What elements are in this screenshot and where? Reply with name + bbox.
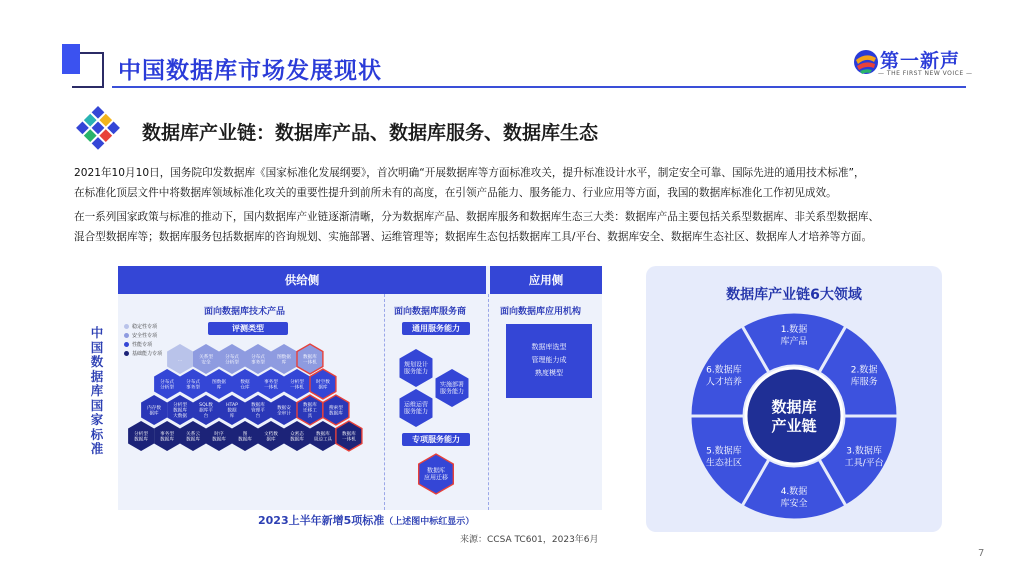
hex-cell xyxy=(271,395,297,425)
hex-label: 数据库一体机 xyxy=(303,354,317,366)
logo-name: 第一新声 xyxy=(880,50,961,72)
logo-tagline: — THE FIRST NEW VOICE — xyxy=(878,70,973,77)
hex-cell xyxy=(206,369,232,399)
hex-cell xyxy=(297,395,323,425)
special-service-pill: 专项服务能力 xyxy=(402,433,470,446)
ring-sector-label: 1.数据库产品 xyxy=(780,325,808,347)
section-title: 数据库产业链：数据库产品、数据库服务、数据库生态 xyxy=(142,122,599,144)
ring-sector-label: 2.数据库服务 xyxy=(850,365,878,388)
legend-label: 性能专项 xyxy=(132,342,153,348)
title-accent-frame xyxy=(72,52,104,88)
hex-cell xyxy=(245,344,271,374)
hex-cell xyxy=(284,421,310,451)
hex-cell xyxy=(154,421,180,451)
title-accent-frame-top xyxy=(80,52,104,54)
ring-panel xyxy=(646,266,942,532)
legend-label: 安全性专项 xyxy=(132,333,158,339)
hex-label: 时空数据库 xyxy=(316,379,330,391)
ring-sector-label: 5.数据库生态社区 xyxy=(705,446,742,469)
ring-title: 数据库产业链6大领域 xyxy=(726,287,862,303)
hex-label: 数据库迁移工具 xyxy=(303,403,317,420)
paragraph-policy: 2021年10月10日，国务院印发数据库《国家标准化发展纲要》，首次明确“开展数据库等方面标准攻关，提升标准设计水平，制定安全可靠、国际先进的通用技术标准”， 在标准化顶层文件中将数据库领域标准化攻关的重要性提升到前所未有的高度，在引领产品能力、服务能力、行业应用等方面，我国的数据库标准化工作初见成效。 xyxy=(74,167,865,199)
hex-label: 图数据库 xyxy=(238,431,252,443)
legend-label: 稳定性专项 xyxy=(132,324,158,330)
hex-label: 搜索型数据库 xyxy=(329,405,343,417)
hex-cell xyxy=(167,395,193,425)
section-diamond-icon xyxy=(72,104,124,156)
hex-cell xyxy=(297,344,323,374)
hex-label: 数据安全审计 xyxy=(277,405,291,417)
ring-sector-label: 6.数据库人才培养 xyxy=(705,365,742,388)
evaluation-type-pill: 评测类型 xyxy=(208,322,288,335)
hex-label: 众密态数据库 xyxy=(290,431,304,443)
hex-label: 分布式事务型 xyxy=(251,354,265,366)
hex-cell xyxy=(141,395,167,425)
hex-cell xyxy=(219,344,245,374)
hex-label: 事务型数据库 xyxy=(160,431,174,443)
hex-cell xyxy=(154,369,180,399)
ring-center xyxy=(746,368,842,464)
standards-diagram xyxy=(118,266,602,510)
service-provider-title: 面向数据库服务商 xyxy=(394,307,467,317)
hex-cell xyxy=(232,421,258,451)
hex-cell xyxy=(128,421,154,451)
hex-label: 数据库应用迁移 xyxy=(423,467,449,482)
hex-cell xyxy=(180,369,206,399)
service-hex xyxy=(400,389,433,427)
hex-grid xyxy=(118,266,602,510)
national-standard-label: 中国数据库国家标准 xyxy=(90,325,104,456)
hex-label: 运维运营服务能力 xyxy=(403,401,429,416)
hex-cell xyxy=(245,395,271,425)
ring-sector-label: 4.数据库安全 xyxy=(780,487,808,509)
service-hex xyxy=(400,349,433,387)
hex-cell xyxy=(193,395,219,425)
hex-label: 实施部署服务能力 xyxy=(439,381,465,396)
general-service-pill: 通用服务能力 xyxy=(402,322,470,335)
legend-label: 基础能力专项 xyxy=(132,351,163,357)
hex-label: … xyxy=(177,357,183,363)
hex-label: 关系云数据库 xyxy=(186,431,200,443)
application-org-title: 面向数据库应用机构 xyxy=(500,307,582,317)
hex-label: 分析型数据库大数据 xyxy=(173,403,187,420)
diagram-caption: 2023上半年新增5项标准（上述图中标红显示） xyxy=(258,514,475,527)
brand-logo xyxy=(852,44,973,84)
service-hex xyxy=(436,369,469,407)
hex-cell xyxy=(206,421,232,451)
hex-cell xyxy=(284,369,310,399)
hex-label: SQL数据库平台 xyxy=(199,403,213,420)
hex-cell xyxy=(167,344,193,374)
hex-label: 内存数据库 xyxy=(147,405,161,417)
hex-label: 数据仓库 xyxy=(240,379,250,391)
hex-cell xyxy=(232,369,258,399)
tech-product-title: 面向数据库技术产品 xyxy=(204,307,286,317)
domain-ring xyxy=(646,266,942,532)
hex-cell xyxy=(258,421,284,451)
hex-label: 图数据库 xyxy=(212,379,226,391)
hex-cell xyxy=(180,421,206,451)
hex-label: 关系型安全 xyxy=(199,354,213,366)
hex-cell xyxy=(310,369,336,399)
hex-label: 分布式分析型 xyxy=(160,379,174,391)
hex-label: 分析型数据库 xyxy=(134,431,148,443)
hex-cell xyxy=(271,344,297,374)
special-service-hex xyxy=(419,454,454,494)
ring-sector-label: 3.数据库工具/平台 xyxy=(844,446,884,469)
hex-label: 数据库周边工具 xyxy=(313,431,333,443)
hex-label: 分布式事务型 xyxy=(186,379,200,391)
hex-label: 文档数据库 xyxy=(264,431,278,443)
hex-label: 分布式分析型 xyxy=(225,354,239,366)
application-side-header: 应用侧 xyxy=(490,266,602,294)
paragraph-industry-chain: 在一系列国家政策与标准的推动下，国内数据库产业链逐渐清晰，分为数据库产品、数据库服务和数据库生态三大类：数据库产品主要包括关系型数据库、非关系型数据库、 混合型数据库等；数据库服务包括数据库的咨询规划、实施部署、运维管理等；数据库生态包括数据库工具/平台、数据库安全、数据库生态社区、数据库人才培养等方面。 xyxy=(74,211,880,243)
hex-label: 分析型一体机 xyxy=(290,379,304,391)
header-divider xyxy=(112,86,966,88)
hex-label: 图数据库 xyxy=(277,354,291,366)
supply-side-header: 供给侧 xyxy=(118,266,486,294)
page-number: 7 xyxy=(978,548,985,559)
logo-mark-icon xyxy=(852,48,880,76)
hex-label: 数据库一体机 xyxy=(342,431,356,443)
hex-cell xyxy=(336,421,362,451)
hex-label: 规划设计服务能力 xyxy=(403,361,429,376)
hex-label: 数据库管理平台 xyxy=(251,403,265,420)
hex-cell xyxy=(310,421,336,451)
ring-center-label: 数据库产业链 xyxy=(771,398,817,435)
hex-label: 时序数据库 xyxy=(212,431,226,443)
app-maturity-box: 数据库选型 管理能力成 熟度模型 xyxy=(506,324,592,398)
hex-cell xyxy=(323,395,349,425)
hex-label: HTAP 数据库 xyxy=(226,403,238,420)
hex-cell xyxy=(258,369,284,399)
page-title: 中国数据库市场发展现状 xyxy=(118,58,382,84)
hex-cell xyxy=(193,344,219,374)
hex-label: 事务型一体机 xyxy=(264,379,278,391)
source-note: 来源：CCSA TC601，2023年6月 xyxy=(460,535,599,545)
hex-cell xyxy=(219,395,245,425)
